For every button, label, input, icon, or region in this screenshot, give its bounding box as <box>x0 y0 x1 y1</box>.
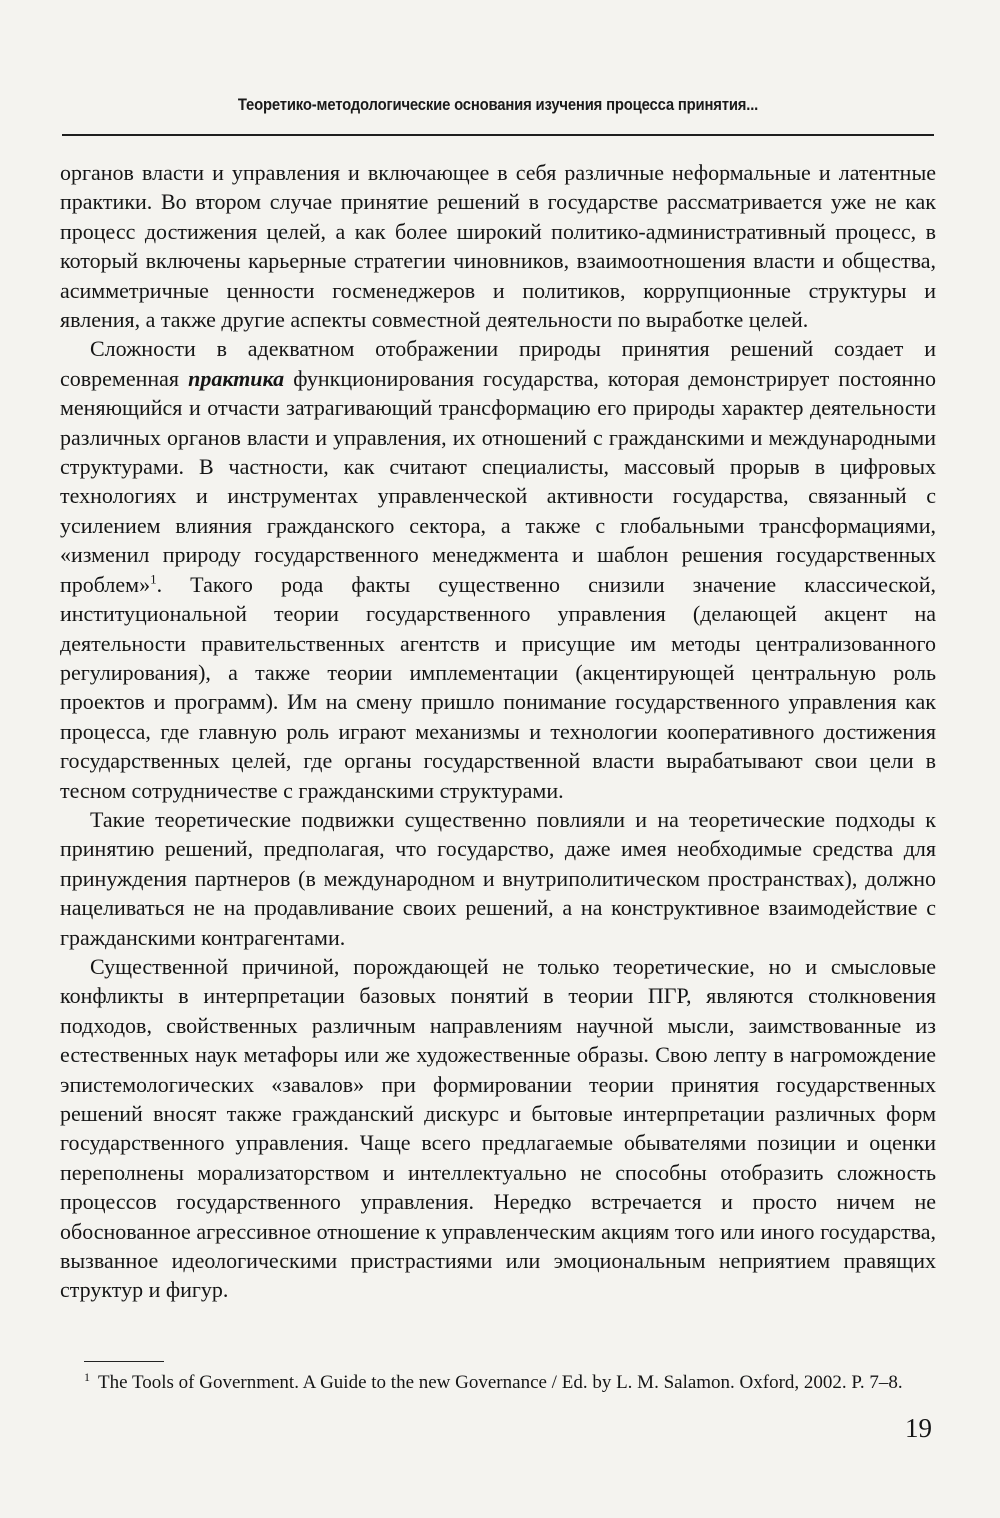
emphasis-term: практика <box>188 365 285 391</box>
paragraph-text: . Такого рода факты существенно снизили значение классической, институциональной теории государственного управления (делающей акцент на деятельности правительственных агентств и присущие им методы централизованного регулирования), а также теории имплементации (акцентирующей центральную роль проектов и программ). Им на смену пришло понимание государственного управления как процесса, где главную роль играют механизмы и технологии кооперативного достижения государственных целей, где органы государственной власти вырабатывают свои цели в тесном сотрудничестве с гражданскими структурами. <box>60 571 936 803</box>
running-head: Теоретико-методологические основания изучения процесса принятия... <box>237 96 759 114</box>
paragraph-text: Такие теоретические подвижки существенно повлияли и на теоретические подходы к принятию решений, предполагая, что государство, даже имея необходимые средства для принуждения партнеров (в международном и внутриполитическом пространствах), должно нацеливаться не на продавливание своих решений, а на конструктивное взаимодействие с гражданскими контрагентами. <box>60 806 936 950</box>
paragraph <box>60 158 936 334</box>
footnote-text: The Tools of Government. A Guide to the new Governance / Ed. by L. M. Salamon. Oxford, 2002. P. 7–8. <box>98 1372 903 1393</box>
footnote-rule <box>84 1361 164 1362</box>
paragraph-text: органов власти и управления и включающее в себя различные неформальные и латентные практики. Во втором случае принятие решений в государстве рассматривается уже не как процесс достижения целей, а как более широкий политико-административный процесс, в который включены карьерные стратегии чиновников, взаимоотношения власти и общества, асимметричные ценности госменеджеров и политиков, коррупционные структуры и явления, а также другие аспекты совместной деятельности по выработке целей. <box>60 160 936 333</box>
paragraph <box>60 334 936 805</box>
paragraph <box>60 805 936 952</box>
paragraph-text: Сложности в адекватном отображении природы принятия решений создает и современная <box>60 336 936 391</box>
paragraph-text: Существенной причиной, порождающей не только теоретические, но и смысловые конфликты в интерпретации базовых понятий в теории ПГР, являются столкновения подходов, свойственных различным направлениям научной мысли, заимствованные из естественных наук метафоры или же художественные образы. Свою лепту в нагромождение эпистемологических «завалов» при формировании теории принятия государственных решений вносят также гражданский дискурс и бытовые интерпретации различных форм государственного управления. Чаще всего предлагаемые обывателями позиции и оценки переполнены морализаторством и интеллектуально не способны отобразить сложность процессов государственного управления. Нередко встречается и просто ничем не обоснованное агрессивное отношение к управленческим акциям того или иного государства, вызванное идеологическими пристрастиями или эмоциональным неприятием правящих структур и фигур. <box>60 953 936 1303</box>
paragraph <box>60 952 936 1305</box>
header-rule <box>62 134 934 136</box>
body-text <box>60 158 936 1305</box>
footnote <box>60 1370 936 1396</box>
page-number: 19 <box>905 1413 932 1443</box>
footnote-mark: 1 <box>84 1369 90 1384</box>
paragraph-text: функционирования государства, которая демонстрирует постоянно меняющийся и отчасти затрагивающий трансформацию его природы характер деятельности различных органов власти и управления, их отношений с гражданскими и международными структурами. В частности, как считают специалисты, массовый прорыв в цифровых технологиях и инструментах управленческой активности государства, связанный с усилением влияния гражданского сектора, а также с глобальными трансформациями, «изменил природу государственного менеджмента и шаблон решения государственных проблем» <box>60 365 936 597</box>
footnote-reference: 1 <box>150 571 157 587</box>
